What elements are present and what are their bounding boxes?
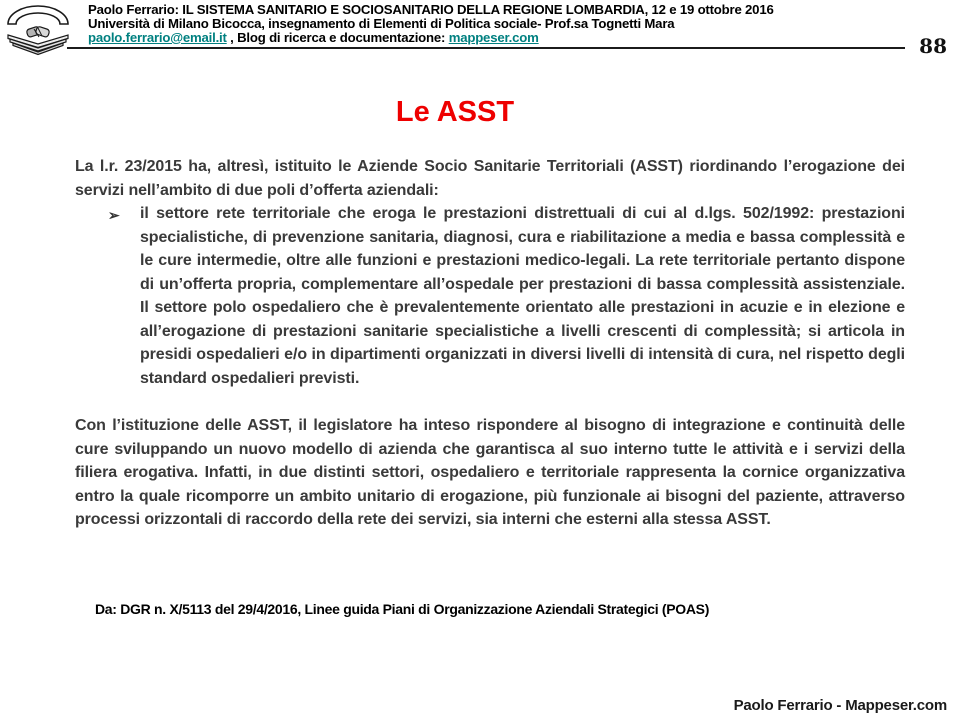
bullet-text: il settore rete territoriale che eroga le prestazioni distrettuali di cui al d.lgs. 502/1992: prestazioni specialistiche, di prevenzione sanitaria, diagnosi, cura e riabilitazione a media e bassa complessità e le cure intermedie, oltre alle funzioni e prestazioni medico-legali. La rete territoriale pertanto dispone di un’offerta propria, complementare all’ospedale per prestazioni di bassa complessità assistenziale. Il settore polo ospedaliero che è prevalentemente orientato alle prestazioni in acuzie e in elezione e all’erogazione di prestazioni sanitarie specialistiche a livelli crescenti di complessità; si articola in presidi ospedalieri e/o in dipartimenti organizzati in diversi livelli di intensità di cura, nel rispetto degli standard ospedalieri previsti. <box>140 205 905 387</box>
handshake-book-logo-icon <box>5 4 71 58</box>
paragraph-conclusion: Con l’istituzione delle ASST, il legislatore ha inteso rispondere al bisogno di integrazione e continuità delle cure sviluppando un nuovo modello di azienda che garantisca al suo interno tutte le attività e i servizi della filiera erogativa. Infatti, in due distinti settori, ospedaliero e territoriale rappresenta la cornice organizzativa entro la quale ricomporre un ambito unitario di erogazione, più funzionale ai bisogni del paziente, attraverso processi orizzontali di raccordo della rete dei servizi, sia interni che esterni alla stessa ASST. <box>75 417 905 528</box>
header <box>0 0 960 58</box>
footer-credit: Paolo Ferrario - Mappeser.com <box>733 697 947 714</box>
arrow-bullet-icon: ➢ <box>108 207 120 223</box>
slide-body <box>75 155 905 532</box>
mappeser-link[interactable]: mappeser.com <box>448 29 539 45</box>
header-text <box>88 3 900 45</box>
header-line1: Paolo Ferrario: IL SISTEMA SANITARIO E SOCIOSANITARIO DELLA REGIONE LOMBARDIA, 12 e 19 ottobre 2016 <box>88 2 774 17</box>
paragraph-intro: La l.r. 23/2015 ha, altresì, istituito le Aziende Socio Sanitarie Territoriali (ASST) riordinando l’erogazione dei servizi nell’ambito di due poli d’offerta aziendali: <box>75 158 905 199</box>
bullet-item <box>108 202 905 390</box>
slide-title: Le ASST <box>395 96 515 128</box>
header-divider <box>67 47 905 49</box>
header-line3 <box>88 31 900 45</box>
page-number: 88 <box>919 34 947 58</box>
header-line3-text: , Blog di ricerca e documentazione: <box>226 29 449 45</box>
source-citation: Da: DGR n. X/5113 del 29/4/2016, Linee guida Piani di Organizzazione Aziendali Strategici (POAS) <box>95 601 710 617</box>
email-link[interactable]: paolo.ferrario@email.it <box>88 29 227 45</box>
header-line2: Università di Milano Bicocca, insegnamento di Elementi di Politica sociale- Prof.sa Tognetti Mara <box>88 15 675 31</box>
